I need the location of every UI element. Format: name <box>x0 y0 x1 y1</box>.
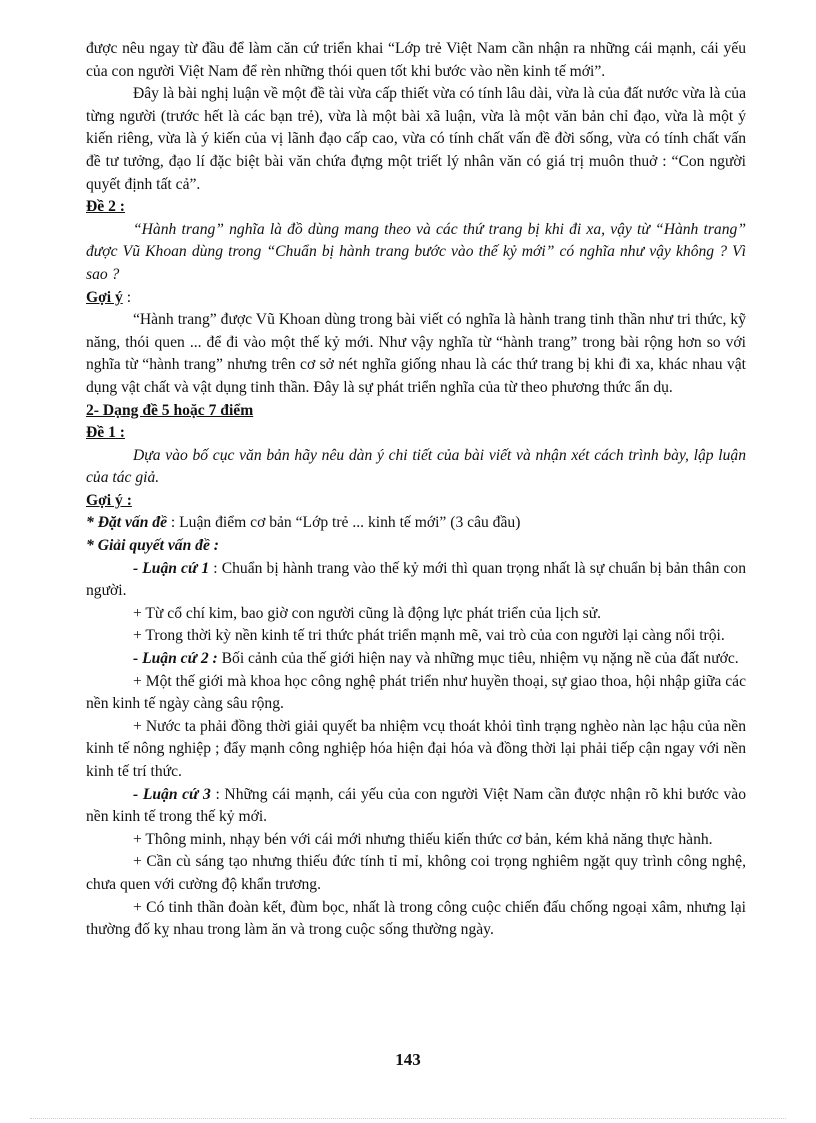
intro-section <box>86 512 746 535</box>
question-2-heading-text: Đề 2 : <box>86 198 125 216</box>
hint-2-heading <box>86 490 746 513</box>
question-2-text: “Hành trang” nghĩa là đồ dùng mang theo và các thứ trang bị khi đi xa, vậy từ “Hành trang” được Vũ Khoan dùng trong “Chuẩn bị hành trang bước vào thế kỷ mới” có nghĩa như vậy không ? Vì sao ? <box>86 220 746 283</box>
argument-2-point-2: + Nước ta phải đồng thời giải quyết ba nhiệm vcụ thoát khỏi tình trạng nghèo nàn lạc hậu của nền kinh tế nông nghiệp ; đẩy mạnh công nghiệp hóa hiện đại hóa và đồng thời lại phải tiếp cận ngay với nền kinh tế trí thức. <box>86 717 746 780</box>
question-1-heading-text: Đề 1 : <box>86 424 125 442</box>
section-2-heading <box>86 400 746 423</box>
argument-1-point-1: + Từ cổ chí kim, bao giờ con người cũng là động lực phát triển của lịch sử. <box>133 604 602 622</box>
hint-1-heading <box>86 287 746 310</box>
argument-1-text: : Chuẩn bị hành trang vào thế kỷ mới thì quan trọng nhất là sự chuẩn bị bản thân con người. <box>86 559 746 600</box>
argument-2 <box>86 648 746 671</box>
hint-2-label: Gợi ý : <box>86 491 132 509</box>
argument-1 <box>86 558 746 603</box>
argument-3-point-3: + Có tinh thần đoàn kết, đùm bọc, nhất là trong công cuộc chiến đấu chống ngoại xâm, nhưng lại thường đố kỵ nhau trong làm ăn và trong cuộc sống thường ngày. <box>86 898 746 939</box>
argument-1-label: - Luận cứ 1 <box>133 559 210 577</box>
hint-1-colon: : <box>122 288 132 306</box>
intro-section-label: * Đặt vấn đề <box>86 514 167 532</box>
argument-3-point-2: + Cần cù sáng tạo nhưng thiếu đức tính tỉ mỉ, không coi trọng nghiêm ngặt quy trình công nghệ, chưa quen với cường độ khẩn trương. <box>86 853 746 893</box>
argument-2-label: - Luận cứ 2 : <box>133 650 218 668</box>
argument-3 <box>86 784 746 829</box>
question-2-answer: “Hành trang” được Vũ Khoan dùng trong bài viết có nghĩa là hành trang tinh thần như tri thức, kỹ năng, thói quen ... để đi vào một thế kỷ mới. Như vậy nghĩa từ “hành trang” trong bài rộng hơn so với nghĩa từ “hành trang” nhưng trên cơ sở nét nghĩa giống nhau là các thứ trang bị khi đi xa, khác nhau vật dụng vật chất và vật dụng tinh thần. Đây là sự phát triển nghĩa của từ theo phương thức ẩn dụ. <box>86 311 746 396</box>
question-2-heading <box>86 196 746 219</box>
question-1-heading <box>86 422 746 445</box>
argument-2-text: Bối cảnh của thế giới hiện nay và những mục tiêu, nhiệm vụ nặng nề của đất nước. <box>217 650 739 668</box>
body-section-heading <box>86 535 746 558</box>
paragraph-essay-nature: Đây là bài nghị luận về một đề tài vừa cấp thiết vừa có tính lâu dài, vừa là của đất nước vừa là của từng người (trước hết là các bạn trẻ), vừa là một bài xã luận, vừa là một văn bản chỉ đạo, vừa là một ý kiến riêng, vừa là ý kiến của vị lãnh đạo cấp cao, vừa có tính chất vấn đề đời sống, vừa có tính chất vấn đề tư tưởng, đạo lí đặc biệt bài văn chứa đựng một triết lý nhân văn có giá trị muôn thuở : “Con người quyết định tất cả”. <box>86 85 746 193</box>
question-1-text: Dựa vào bố cục văn bản hãy nêu dàn ý chi tiết của bài viết và nhận xét cách trình bày, lập luận của tác giả. <box>86 446 746 487</box>
page-number: 143 <box>395 1050 421 1069</box>
argument-3-text: : Những cái mạnh, cái yếu của con người Việt Nam cần được nhận rõ khi bước vào nền kinh tế trong thế kỷ mới. <box>86 785 746 826</box>
argument-3-label: - Luận cứ 3 <box>133 785 211 803</box>
document-body <box>86 38 746 942</box>
paragraph-intro-continuation: được nêu ngay từ đầu để làm căn cứ triển khai “Lớp trẻ Việt Nam cần nhận ra những cái mạnh, cái yếu của con người Việt Nam để rèn những thói quen tốt khi bước vào nền kinh tế mới”. <box>86 40 746 80</box>
argument-3-point-1: + Thông minh, nhạy bén với cái mới nhưng thiếu kiến thức cơ bản, kém khả năng thực hành. <box>133 830 713 848</box>
argument-1-point-2: + Trong thời kỳ nền kinh tế tri thức phát triển mạnh mẽ, vai trò của con người lại càng nổi trội. <box>133 627 725 645</box>
intro-section-text: : Luận điểm cơ bản “Lớp trẻ ... kinh tế mới” (3 câu đầu) <box>167 514 521 532</box>
body-section-label: * Giải quyết vấn đề : <box>86 537 219 555</box>
page-bottom-divider <box>30 1118 786 1119</box>
hint-1-label: Gợi ý <box>86 288 123 306</box>
section-2-heading-text: 2- Dạng đề 5 hoặc 7 điểm <box>86 401 254 419</box>
argument-2-point-1: + Một thế giới mà khoa học công nghệ phát triển như huyền thoại, sự giao thoa, hội nhập giữa các nền kinh tế ngày càng sâu rộng. <box>86 672 746 713</box>
